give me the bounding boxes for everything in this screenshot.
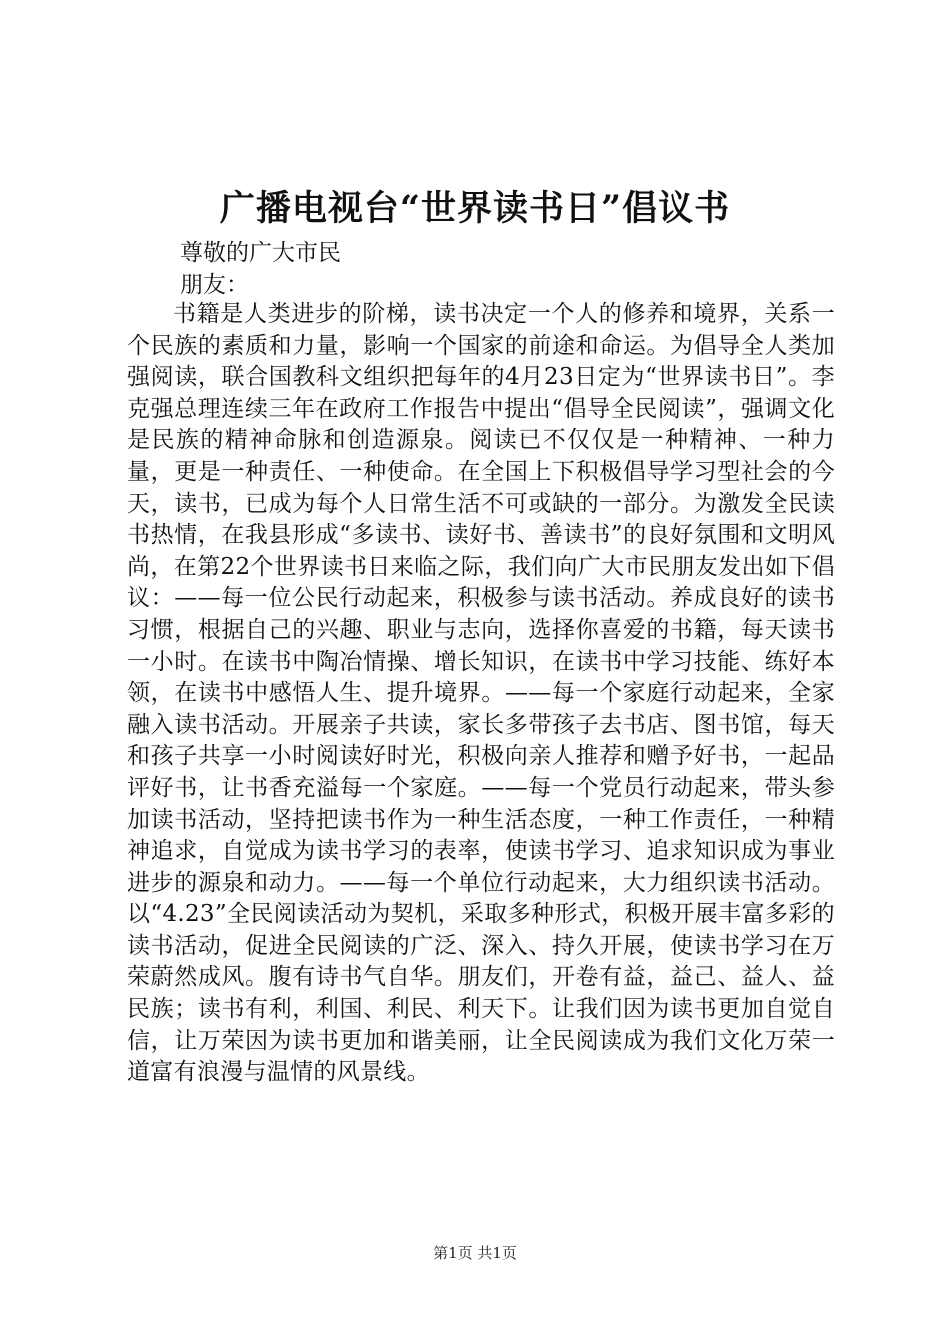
greeting-line-1: 尊敬的广大市民 — [180, 240, 341, 266]
document-title: 广播电视台“世界读书日”倡议书 — [219, 188, 731, 229]
page-footer: 第1页 共1页 — [433, 1244, 517, 1262]
document-body: 书籍是人类进步的阶梯，读书决定一个人的修养和境界，关系一个民族的素质和力量，影响一个国家的前途和命运。为倡导全人类加强阅读，联合国教科文组织把每年的4月23日定为“世界读书日”。李克强总理连续三年在政府工作报告中提出“倡导全民阅读”，强调文化是民族的精神命脉和创造源泉。阅读已不仅仅是一种精神、一种力量，更是一种责任、一种使命。在全国上下积极倡导学习型社会的今天，读书，已成为每个人日常生活不可或缺的一部分。为激发全民读书热情，在我县形成“多读书、读好书、善读书”的良好氛围和文明风尚，在第22个世界读书日来临之际，我们向广大市民朋友发出如下倡议：——每一位公民行动起来，积极参与读书活动。养成良好的读书习惯，根据自己的兴趣、职业与志向，选择你喜爱的书籍，每天读书一小时。在读书中陶冶情操、增长知识，在读书中学习技能、练好本领，在读书中感悟人生、提升境界。——每一个家庭行动起来，全家融入读书活动。开展亲子共读，家长多带孩子去书店、图书馆，每天和孩子共享一小时阅读好时光，积极向亲人推荐和赠予好书，一起品评好书，让书香充溢每一个家庭。——每一个党员行动起来，带头参加读书活动，坚持把读书作为一种生活态度，一种工作责任，一种精神追求，自觉成为读书学习的表率，使读书学习、追求知识成为事业进步的源泉和动力。——每一个单位行动起来，大力组织读书活动。以“4.23”全民阅读活动为契机，采取多种形式，积极开展丰富多彩的读书活动，促进全民阅读的广泛、深入、持久开展，使读书学习在万荣蔚然成风。腹有诗书气自华。朋友们，开卷有益，益己、益人、益民族；读书有利，利国、利民、利天下。让我们因为读书更加自觉自信，让万荣因为读书更加和谐美丽，让全民阅读成为我们文化万荣一道富有浪漫与温情的风景线。 — [127, 301, 835, 1086]
greeting-line-2: 朋友： — [180, 272, 249, 298]
